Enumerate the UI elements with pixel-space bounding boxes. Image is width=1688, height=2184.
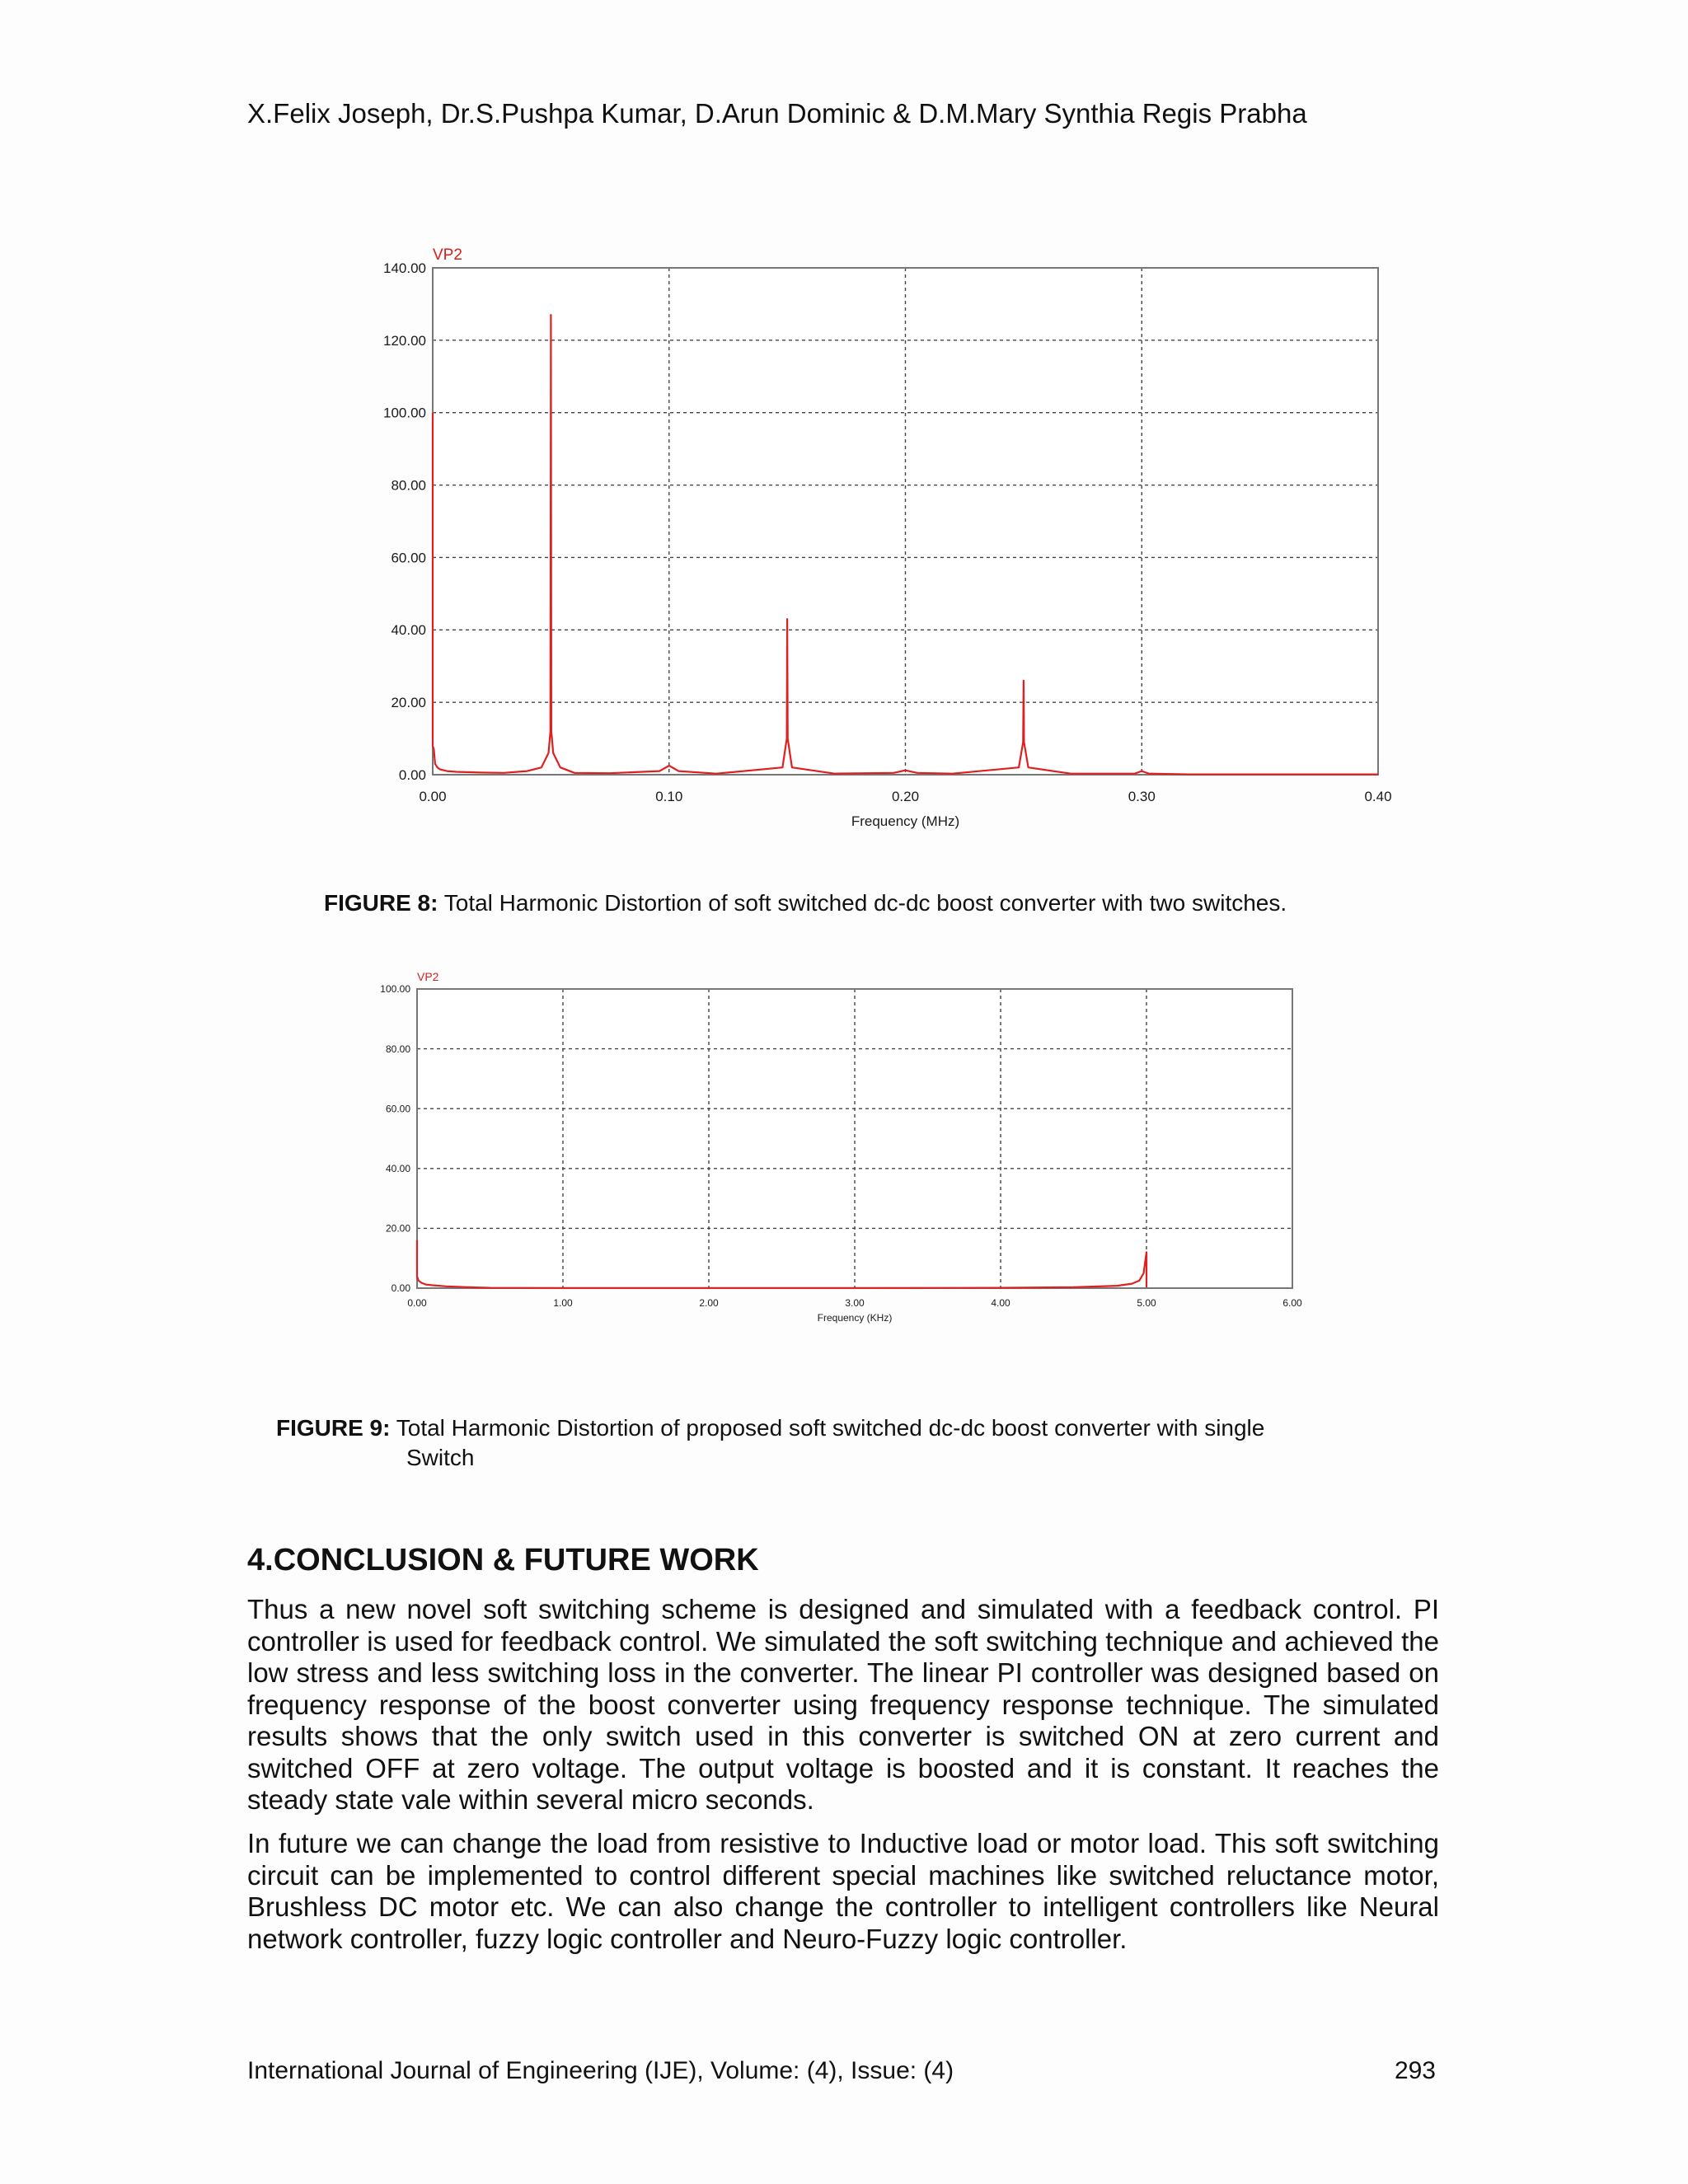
figure-8-chart (379, 229, 1401, 839)
y-tick-label: 80.00 (385, 1043, 410, 1055)
x-tick-label: 4.00 (991, 1297, 1010, 1309)
x-tick-label: 0.00 (419, 789, 447, 804)
figure-8-caption-label: FIGURE 8: (324, 890, 438, 916)
series-label: VP2 (417, 970, 439, 983)
x-axis-label: Frequency (KHz) (817, 1312, 893, 1324)
y-tick-label: 140.00 (383, 260, 426, 276)
plot-area (417, 989, 1292, 1288)
figure-9-caption-text-line2: Switch (406, 1445, 475, 1470)
x-tick-label: 0.40 (1364, 789, 1392, 804)
figure-9 (368, 964, 1324, 1343)
footer-page-number: 293 (1394, 2057, 1436, 2084)
figure-9-caption-text: Total Harmonic Distortion of proposed soft switched dc-dc boost converter with single (396, 1415, 1265, 1441)
y-tick-label: 0.00 (398, 766, 426, 783)
y-tick-label: 0.00 (391, 1282, 410, 1295)
figure-9-caption-label: FIGURE 9: (276, 1415, 391, 1441)
figure-9-chart (368, 964, 1324, 1343)
x-tick-label: 0.30 (1128, 789, 1156, 804)
footer-journal: International Journal of Engineering (IJE), Volume: (4), Issue: (4) (247, 2057, 954, 2084)
figure-9-caption (276, 1413, 1430, 1473)
y-tick-label: 60.00 (391, 550, 426, 566)
y-tick-label: 20.00 (391, 695, 426, 711)
figure-8 (379, 229, 1401, 839)
x-tick-label: 1.00 (553, 1297, 573, 1309)
series-label: VP2 (433, 246, 462, 264)
y-tick-label: 40.00 (385, 1163, 410, 1174)
y-tick-label: 100.00 (383, 405, 426, 421)
x-tick-label: 2.00 (699, 1297, 719, 1309)
x-tick-label: 0.00 (407, 1297, 427, 1309)
x-tick-label: 5.00 (1137, 1297, 1156, 1309)
page-footer (247, 2056, 1436, 2086)
x-tick-label: 0.20 (891, 789, 920, 804)
future-work-paragraph: In future we can change the load from resistive to Inductive load or motor load. This soft switching circuit can be implemented to control different special machines like switched reluctance motor, Brushless DC motor etc. We can also change the controller to intelligent controllers like Neural network controller, fuzzy logic controller and Neuro-Fuzzy logic controller. (247, 1828, 1439, 1954)
y-tick-label: 80.00 (391, 477, 426, 494)
figure-8-caption-text: Total Harmonic Distortion of soft switched dc-dc boost converter with two switches. (443, 890, 1287, 916)
section-title: 4.CONCLUSION & FUTURE WORK (247, 1543, 759, 1577)
y-tick-label: 100.00 (380, 983, 410, 996)
x-tick-label: 0.10 (655, 789, 683, 804)
y-tick-label: 120.00 (383, 332, 426, 349)
conclusion-paragraph: Thus a new novel soft switching scheme is designed and simulated with a feedback control. PI controller is used for feedback control. We simulated the soft switching technique and achieved the low stress and less switching loss in the converter. The linear PI controller was designed based on frequency response of the boost converter using frequency response technique. The simulated results shows that the only switch used in this converter is switched ON at zero current and switched OFF at zero voltage. The output voltage is boosted and it is constant. It reaches the steady state vale within several micro seconds. (247, 1594, 1439, 1815)
y-tick-label: 40.00 (391, 622, 426, 639)
y-tick-label: 20.00 (385, 1222, 410, 1235)
x-tick-label: 3.00 (845, 1297, 865, 1309)
figure-8-caption (324, 888, 1478, 918)
running-header: X.Felix Joseph, Dr.S.Pushpa Kumar, D.Arun Dominic & D.M.Mary Synthia Regis Prabha (247, 98, 1307, 129)
x-axis-label: Frequency (MHz) (851, 813, 960, 829)
x-tick-label: 6.00 (1282, 1297, 1302, 1309)
y-tick-label: 60.00 (385, 1103, 410, 1115)
